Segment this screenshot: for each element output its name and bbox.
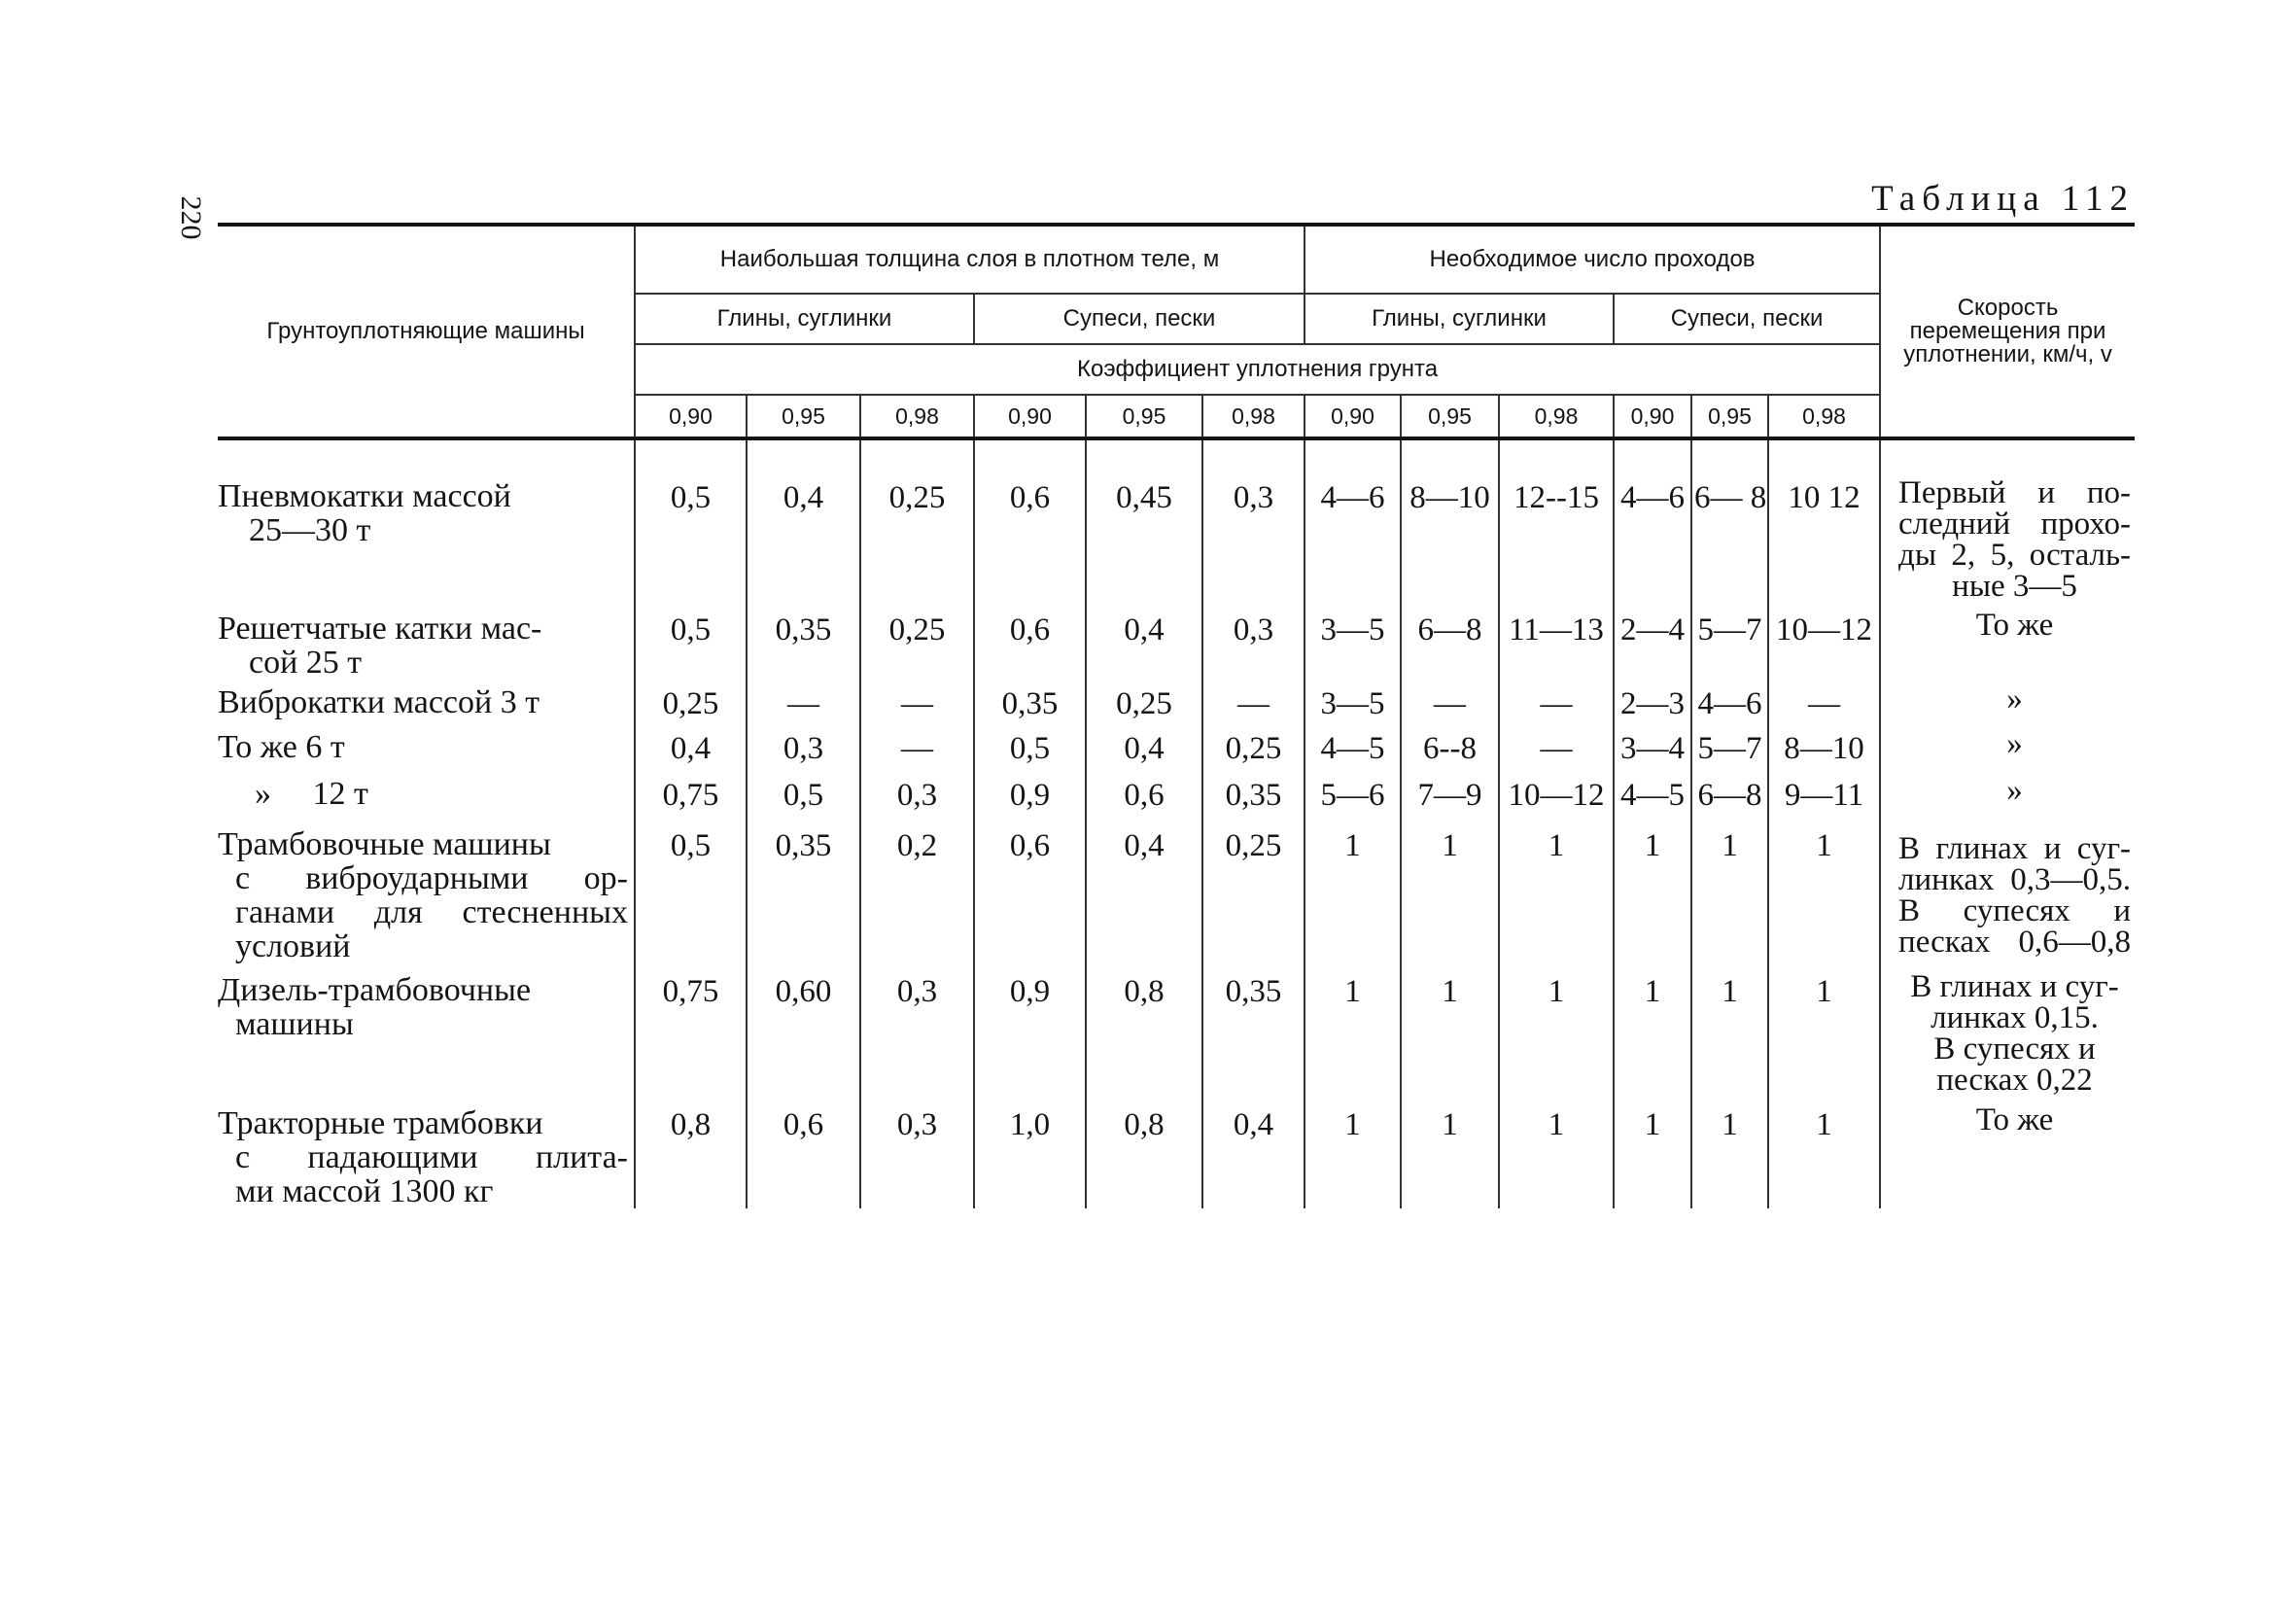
value-cell: 0,6 — [974, 602, 1086, 680]
coef-value: 0,95 — [1086, 395, 1202, 438]
value-cell: 5—7 — [1691, 726, 1768, 773]
value-cell: 0,35 — [1202, 773, 1305, 827]
value-cell: 8—10 — [1768, 726, 1880, 773]
value-cell: 6—8 — [1691, 773, 1768, 827]
machine-name-cell — [218, 827, 635, 963]
speed-line: ные 3—5 — [1952, 569, 2077, 604]
header-max-thickness: Наибольшая толщина слоя в плотном теле, м — [635, 225, 1305, 294]
value-cell: 5—6 — [1305, 773, 1401, 827]
header-passes: Необходимое число проходов — [1305, 225, 1880, 294]
value-cell: 0,6 — [747, 1097, 860, 1208]
speed-line: Первый и по- — [1898, 475, 2132, 510]
value-cell: 0,25 — [1202, 726, 1305, 773]
coef-value: 0,98 — [1499, 395, 1614, 438]
value-cell: 4—5 — [1305, 726, 1401, 773]
value-cell: 0,75 — [635, 963, 747, 1097]
machine-name-cell — [218, 680, 635, 726]
header-coefficient: Коэффициент уплотнения грунта — [635, 344, 1880, 395]
value-cell: 2—3 — [1614, 680, 1691, 726]
value-cell: 0,3 — [1202, 602, 1305, 680]
value-cell: 9—11 — [1768, 773, 1880, 827]
speed-cell — [1880, 602, 2135, 680]
value-cell: 1 — [1401, 963, 1499, 1097]
value-cell: 3—5 — [1305, 602, 1401, 680]
value-cell: 0,5 — [635, 602, 747, 680]
speed-line: линках 0,3—0,5. — [1898, 862, 2132, 897]
value-cell: 0,3 — [860, 963, 974, 1097]
value-cell: 1 — [1499, 827, 1614, 963]
value-cell: — — [1768, 680, 1880, 726]
value-cell: 1 — [1691, 1097, 1768, 1208]
header-speed: Скорость перемещения при уплотнении, км/ч, v — [1880, 225, 2135, 438]
machine-name-cell — [218, 438, 635, 602]
speed-line: песках 0,6—0,8 — [1898, 925, 2132, 960]
value-cell: — — [1202, 680, 1305, 726]
table-row — [218, 827, 2135, 963]
speed-line: » — [2006, 726, 2023, 761]
value-cell: 0,6 — [974, 827, 1086, 963]
value-cell: 0,25 — [860, 602, 974, 680]
value-cell: — — [1499, 726, 1614, 773]
value-cell: 0,35 — [974, 680, 1086, 726]
value-cell: — — [1401, 680, 1499, 726]
value-cell: — — [747, 680, 860, 726]
value-cell: 1 — [1305, 827, 1401, 963]
value-cell: 1 — [1768, 963, 1880, 1097]
value-cell: 1 — [1691, 827, 1768, 963]
value-cell: 10—12 — [1768, 602, 1880, 680]
value-cell: 12--15 — [1499, 438, 1614, 602]
table-caption: Таблица 112 — [1871, 179, 2135, 219]
machine-name-line: условий — [235, 928, 351, 964]
value-cell: 0,35 — [747, 602, 860, 680]
value-cell: 1 — [1768, 827, 1880, 963]
value-cell: 1 — [1305, 963, 1401, 1097]
value-cell: 0,4 — [1086, 726, 1202, 773]
table-row — [218, 1097, 2135, 1208]
value-cell: 0,35 — [747, 827, 860, 963]
machine-name-line: сой 25 т — [249, 645, 363, 681]
value-cell: 0,5 — [974, 726, 1086, 773]
coef-value: 0,98 — [1202, 395, 1305, 438]
value-cell: 6— 8 — [1691, 438, 1768, 602]
value-cell: 4—6 — [1691, 680, 1768, 726]
value-cell: 1 — [1499, 1097, 1614, 1208]
value-cell: 3—5 — [1305, 680, 1401, 726]
value-cell: 1 — [1614, 963, 1691, 1097]
value-cell: 0,45 — [1086, 438, 1202, 602]
value-cell: 0,25 — [635, 680, 747, 726]
value-cell: 0,4 — [635, 726, 747, 773]
value-cell: 2—4 — [1614, 602, 1691, 680]
value-cell: 4—5 — [1614, 773, 1691, 827]
value-cell: 0,4 — [1086, 827, 1202, 963]
value-cell: 6—8 — [1401, 602, 1499, 680]
value-cell: 6--8 — [1401, 726, 1499, 773]
speed-line: следний прохо- — [1898, 507, 2132, 542]
speed-cell — [1880, 438, 2135, 602]
value-cell: 0,3 — [860, 773, 974, 827]
machine-name-line: Тракторные трамбовки — [218, 1105, 543, 1141]
value-cell: 1 — [1401, 827, 1499, 963]
machine-name-line: ми массой 1300 кг — [235, 1173, 494, 1209]
speed-cell — [1880, 963, 2135, 1097]
value-cell: 0,25 — [1086, 680, 1202, 726]
speed-cell — [1880, 773, 2135, 827]
value-cell: 0,5 — [635, 438, 747, 602]
machine-name-line: с падающими плита- — [235, 1139, 628, 1175]
value-cell: 10—12 — [1499, 773, 1614, 827]
machine-name-line: Трамбовочные машины — [218, 826, 551, 862]
value-cell: 5—7 — [1691, 602, 1768, 680]
value-cell: 1 — [1401, 1097, 1499, 1208]
value-cell: 0,9 — [974, 773, 1086, 827]
value-cell: — — [860, 726, 974, 773]
machine-name-line: То же 6 т — [218, 729, 345, 765]
speed-line: » — [2006, 773, 2023, 808]
coef-value: 0,90 — [1305, 395, 1401, 438]
header-sands-thickness: Супеси, пески — [974, 294, 1305, 344]
value-cell: 4—6 — [1614, 438, 1691, 602]
value-cell: 0,9 — [974, 963, 1086, 1097]
machine-name-cell — [218, 726, 635, 773]
speed-line: линках 0,15. — [1931, 1000, 2099, 1035]
value-cell: 0,75 — [635, 773, 747, 827]
compaction-table — [218, 223, 2135, 1208]
value-cell: 0,6 — [1086, 773, 1202, 827]
speed-line: В супесях и — [1933, 1031, 2096, 1066]
value-cell: 1 — [1768, 1097, 1880, 1208]
value-cell: 0,35 — [1202, 963, 1305, 1097]
value-cell: 0,25 — [1202, 827, 1305, 963]
value-cell: 0,8 — [1086, 1097, 1202, 1208]
speed-cell — [1880, 827, 2135, 963]
value-cell: 1,0 — [974, 1097, 1086, 1208]
machine-name-line: машины — [235, 1006, 354, 1042]
value-cell: — — [860, 680, 974, 726]
speed-line: В глинах и суг- — [1910, 969, 2119, 1004]
header-sands-passes: Супеси, пески — [1614, 294, 1880, 344]
coef-value: 0,90 — [974, 395, 1086, 438]
value-cell: 0,60 — [747, 963, 860, 1097]
table-header — [218, 225, 2135, 438]
value-cell: 1 — [1499, 963, 1614, 1097]
machine-name-cell — [218, 773, 635, 827]
value-cell: 3—4 — [1614, 726, 1691, 773]
coef-value: 0,90 — [635, 395, 747, 438]
machine-name-line: ганами для стесненных — [235, 894, 628, 930]
table-row — [218, 438, 2135, 602]
speed-cell — [1880, 1097, 2135, 1208]
speed-line: ды 2, 5, осталь- — [1898, 538, 2132, 573]
value-cell: 4—6 — [1305, 438, 1401, 602]
machine-name-line: с виброударными ор- — [235, 860, 628, 896]
value-cell: 1 — [1614, 1097, 1691, 1208]
value-cell: — — [1499, 680, 1614, 726]
value-cell: 11—13 — [1499, 602, 1614, 680]
machine-name-line: 25—30 т — [249, 512, 371, 548]
coef-value: 0,90 — [1614, 395, 1691, 438]
table-row — [218, 773, 2135, 827]
speed-line: » — [2006, 682, 2023, 717]
table-body — [218, 438, 2135, 1208]
header-clays-passes: Глины, суглинки — [1305, 294, 1614, 344]
coef-value: 0,98 — [860, 395, 974, 438]
machine-name-cell — [218, 602, 635, 680]
machine-name-line: Дизель-трамбовочные — [218, 972, 532, 1008]
value-cell: 0,4 — [1086, 602, 1202, 680]
header-clays-thickness: Глины, суглинки — [635, 294, 974, 344]
value-cell: 0,5 — [747, 773, 860, 827]
coef-value: 0,95 — [747, 395, 860, 438]
value-cell: 0,8 — [1086, 963, 1202, 1097]
table-row — [218, 963, 2135, 1097]
machine-name-line: » 12 т — [255, 776, 368, 812]
value-cell: 1 — [1614, 827, 1691, 963]
value-cell: 0,6 — [974, 438, 1086, 602]
value-cell: 1 — [1305, 1097, 1401, 1208]
coef-value: 0,95 — [1691, 395, 1768, 438]
value-cell: 0,2 — [860, 827, 974, 963]
machine-name-cell — [218, 1097, 635, 1208]
table-row — [218, 602, 2135, 680]
value-cell: 0,3 — [860, 1097, 974, 1208]
speed-line: песках 0,22 — [1936, 1063, 2093, 1098]
coef-value: 0,95 — [1401, 395, 1499, 438]
machine-name-line: Решетчатые катки мас- — [218, 611, 542, 647]
header-machines: Грунтоуплотняющие машины — [218, 225, 635, 438]
page-number: 220 — [175, 195, 207, 240]
table-row — [218, 726, 2135, 773]
value-cell: 0,25 — [860, 438, 974, 602]
speed-line: То же — [1975, 1102, 2054, 1137]
value-cell: 1 — [1691, 963, 1768, 1097]
speed-line: В супесях и — [1898, 893, 2132, 928]
value-cell: 0,4 — [1202, 1097, 1305, 1208]
machine-name-line: Пневмокатки массой — [218, 478, 511, 514]
value-cell: 7—9 — [1401, 773, 1499, 827]
value-cell: 0,5 — [635, 827, 747, 963]
machine-name-line: Виброкатки массой 3 т — [218, 684, 540, 720]
speed-cell — [1880, 680, 2135, 726]
speed-cell — [1880, 726, 2135, 773]
machine-name-cell — [218, 963, 635, 1097]
value-cell: 0,3 — [747, 726, 860, 773]
speed-line: В глинах и суг- — [1898, 831, 2132, 866]
value-cell: 0,3 — [1202, 438, 1305, 602]
coef-value: 0,98 — [1768, 395, 1880, 438]
speed-line: То же — [1975, 608, 2054, 643]
value-cell: 10 12 — [1768, 438, 1880, 602]
value-cell: 0,8 — [635, 1097, 747, 1208]
value-cell: 0,4 — [747, 438, 860, 602]
table-row — [218, 680, 2135, 726]
value-cell: 8—10 — [1401, 438, 1499, 602]
